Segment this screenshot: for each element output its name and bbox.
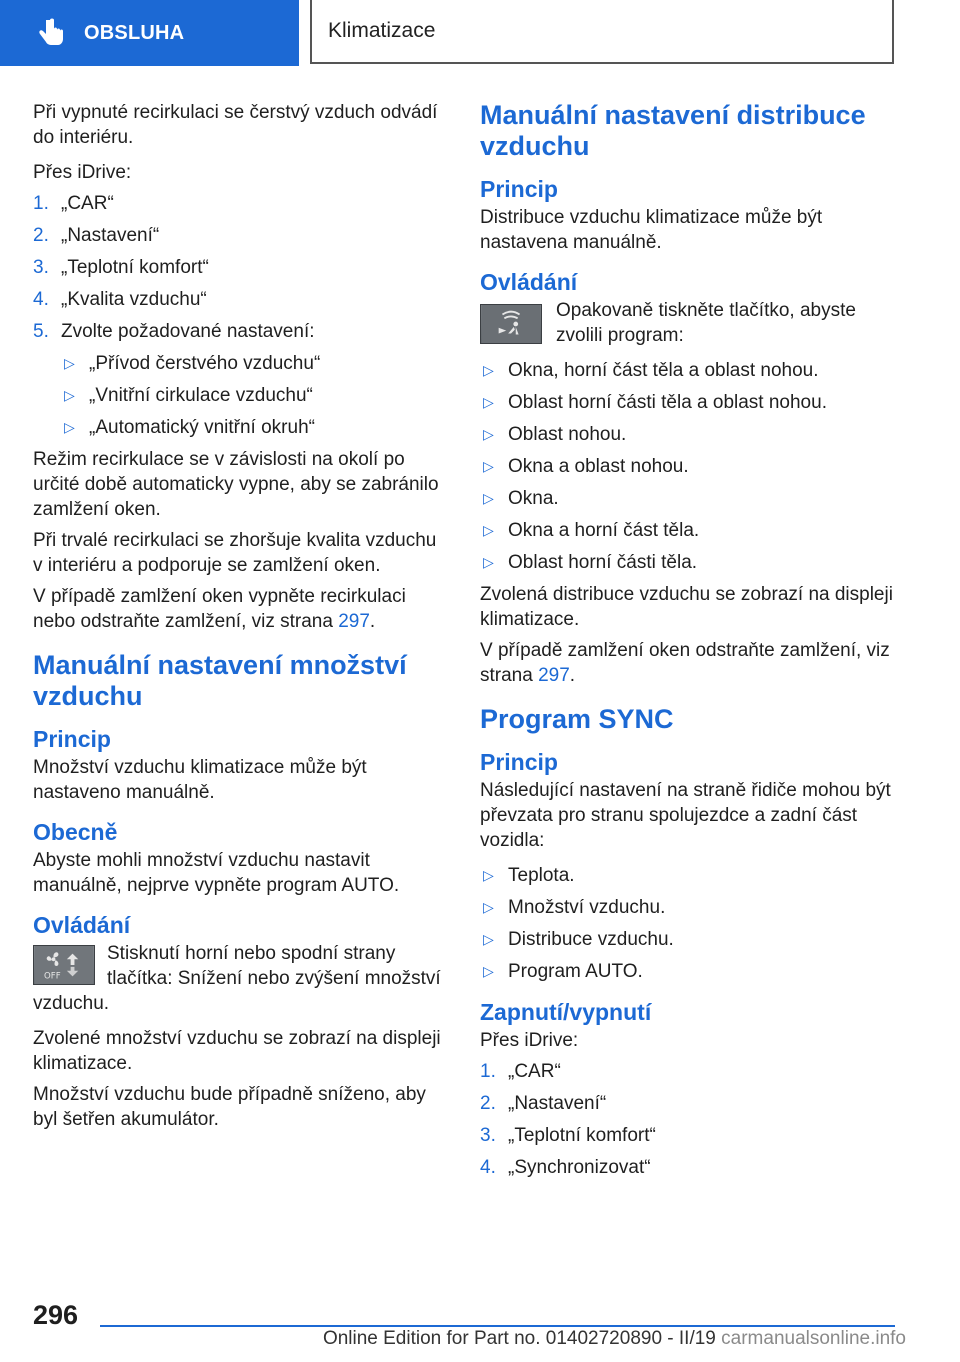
ovladani-paragraph: Stisknutí horní nebo spodní strany tlačítka: Snížení nebo zvýšení množství vzduchu. [33,943,441,1014]
recirc-paragraph: Režim recirkulace se v závislosti na okolí po určité době automaticky vypne, aby se zabránilo zamlžení oken. [33,449,439,520]
triangle-bullet-icon: ▷ [483,899,494,915]
heading-manual-distribution: Manuální nastavení distribuce vzduchu [480,100,866,161]
svg-text:OFF: OFF [44,971,61,982]
section-tab[interactable] [310,0,894,64]
heading-princip: Princip [480,749,558,775]
obecne-paragraph: Abyste mohli množství vzduchu nastavit manuálně, nejprve vypněte program AUTO. [33,850,400,896]
triangle-bullet-icon: ▷ [483,490,494,506]
princip-paragraph: Distribuce vzduchu klimatizace může být nastavena manuálně. [480,207,823,253]
page-footer [0,1296,960,1362]
recirc-quality-paragraph: Při trvalé recirkulaci se zhoršuje kvalita vzduchu v interiéru a podporuje se zamlžení oken. [33,530,437,576]
distribution-control-block [480,298,898,348]
idrive-label: Přes iDrive: [480,1030,579,1051]
page-link-297[interactable]: 297 [338,611,370,632]
heading-ovladani: Ovládání [480,269,578,295]
triangle-bullet-icon: ▷ [483,458,494,474]
triangle-bullet-icon: ▷ [64,387,75,403]
list-item: ▷ Program AUTO. [483,961,643,982]
list-item: ▷ Distribuce vzduchu. [483,929,674,950]
edition-text: Online Edition for Part no. 01402720890 - II/19 carmanualsonline.info [322,1328,906,1349]
list-item: ▷ „Přívod čerstvého vzduchu“ [64,353,321,374]
heading-princip: Princip [480,176,558,202]
idrive-steps [480,1059,898,1181]
battery-paragraph: Množství vzduchu bude případně sníženo, aby byl šetřen akumulátor. [33,1084,426,1130]
triangle-bullet-icon: ▷ [483,362,494,378]
footer-divider [100,1325,895,1327]
watermark: carmanualsonline.info [721,1328,906,1349]
list-item: ▷ Oblast horní části těla. [483,552,698,573]
chapter-tab[interactable] [0,0,299,66]
step-item: 5. Zvolte požadované nastavení: [33,321,315,342]
triangle-bullet-icon: ▷ [483,867,494,883]
list-item: ▷ Okna, horní část těla a oblast nohou. [483,360,819,381]
section-label: Klimatizace [328,19,436,42]
fan-control-block [33,941,443,1026]
intro-paragraph: Při vypnuté recirkulaci se čerstvý vzduch odvádí do interiéru. [33,102,438,148]
fog-paragraph: V případě zamlžení oken odstraňte zamlžení, viz strana 297. [480,640,890,686]
list-item: ▷ „Automatický vnitřní okruh“ [64,417,315,438]
sync-paragraph: Následující nastavení na straně řidiče mohou být převzata pro stranu spolujezdce a zadní část vozidla: [480,780,891,851]
list-item: ▷ Oblast horní části těla a oblast nohou. [483,392,827,413]
triangle-bullet-icon: ▷ [483,931,494,947]
pointing-hand-icon [36,16,70,50]
triangle-bullet-icon: ▷ [483,554,494,570]
heading-princip: Princip [33,726,111,752]
triangle-bullet-icon: ▷ [483,426,494,442]
chapter-label: OBSLUHA [84,21,185,44]
page-header [0,0,960,66]
step-item: 1. „CAR“ [480,1061,561,1082]
step-item: 3. „Teplotní komfort“ [480,1125,656,1146]
page-link-297[interactable]: 297 [538,665,570,686]
step-item: 3. „Teplotní komfort“ [33,257,209,278]
step-item: 2. „Nastavení“ [33,225,160,246]
heading-on-off: Zapnutí/vypnutí [480,999,652,1025]
sync-items [480,863,898,985]
ovladani-paragraph: Opakovaně tiskněte tlačítko, abyste zvolili program: [556,300,856,346]
triangle-bullet-icon: ▷ [64,355,75,371]
princip-paragraph: Množství vzduchu klimatizace může být nastaveno manuálně. [33,757,367,803]
distribution-programs [480,358,898,576]
left-column [33,100,443,1142]
triangle-bullet-icon: ▷ [483,522,494,538]
setting-options [33,351,443,441]
heading-ovladani: Ovládání [33,912,131,938]
step-item: 1. „CAR“ [33,193,114,214]
heading-obecne: Obecně [33,819,118,845]
fan-button-icon [33,945,95,985]
step-item: 4. „Synchronizovat“ [480,1157,651,1178]
triangle-bullet-icon: ▷ [64,419,75,435]
air-distribution-button-icon [480,304,542,344]
triangle-bullet-icon: ▷ [483,394,494,410]
right-column [480,100,898,1187]
idrive-steps [33,191,443,345]
list-item: ▷ Okna. [483,488,559,509]
fog-paragraph: V případě zamlžení oken vypněte recirkulaci nebo odstraňte zamlžení, viz strana 297. [33,586,406,632]
display-paragraph: Zvolená distribuce vzduchu se zobrazí na displeji klimatizace. [480,584,893,630]
heading-manual-amount: Manuální nastavení množství vzduchu [33,650,407,711]
list-item: ▷ Okna a horní část těla. [483,520,700,541]
heading-sync: Program SYNC [480,704,674,734]
triangle-bullet-icon: ▷ [483,963,494,979]
display-paragraph: Zvolené množství vzduchu se zobrazí na displeji klimatizace. [33,1028,441,1074]
list-item: ▷ Okna a oblast nohou. [483,456,689,477]
list-item: ▷ Teplota. [483,865,575,886]
step-item: 2. „Nastavení“ [480,1093,607,1114]
list-item: ▷ „Vnitřní cirkulace vzduchu“ [64,385,313,406]
step-item: 4. „Kvalita vzduchu“ [33,289,207,310]
list-item: ▷ Množství vzduchu. [483,897,666,918]
idrive-label: Přes iDrive: [33,162,132,183]
page-number: 296 [33,1300,79,1330]
list-item: ▷ Oblast nohou. [483,424,627,445]
